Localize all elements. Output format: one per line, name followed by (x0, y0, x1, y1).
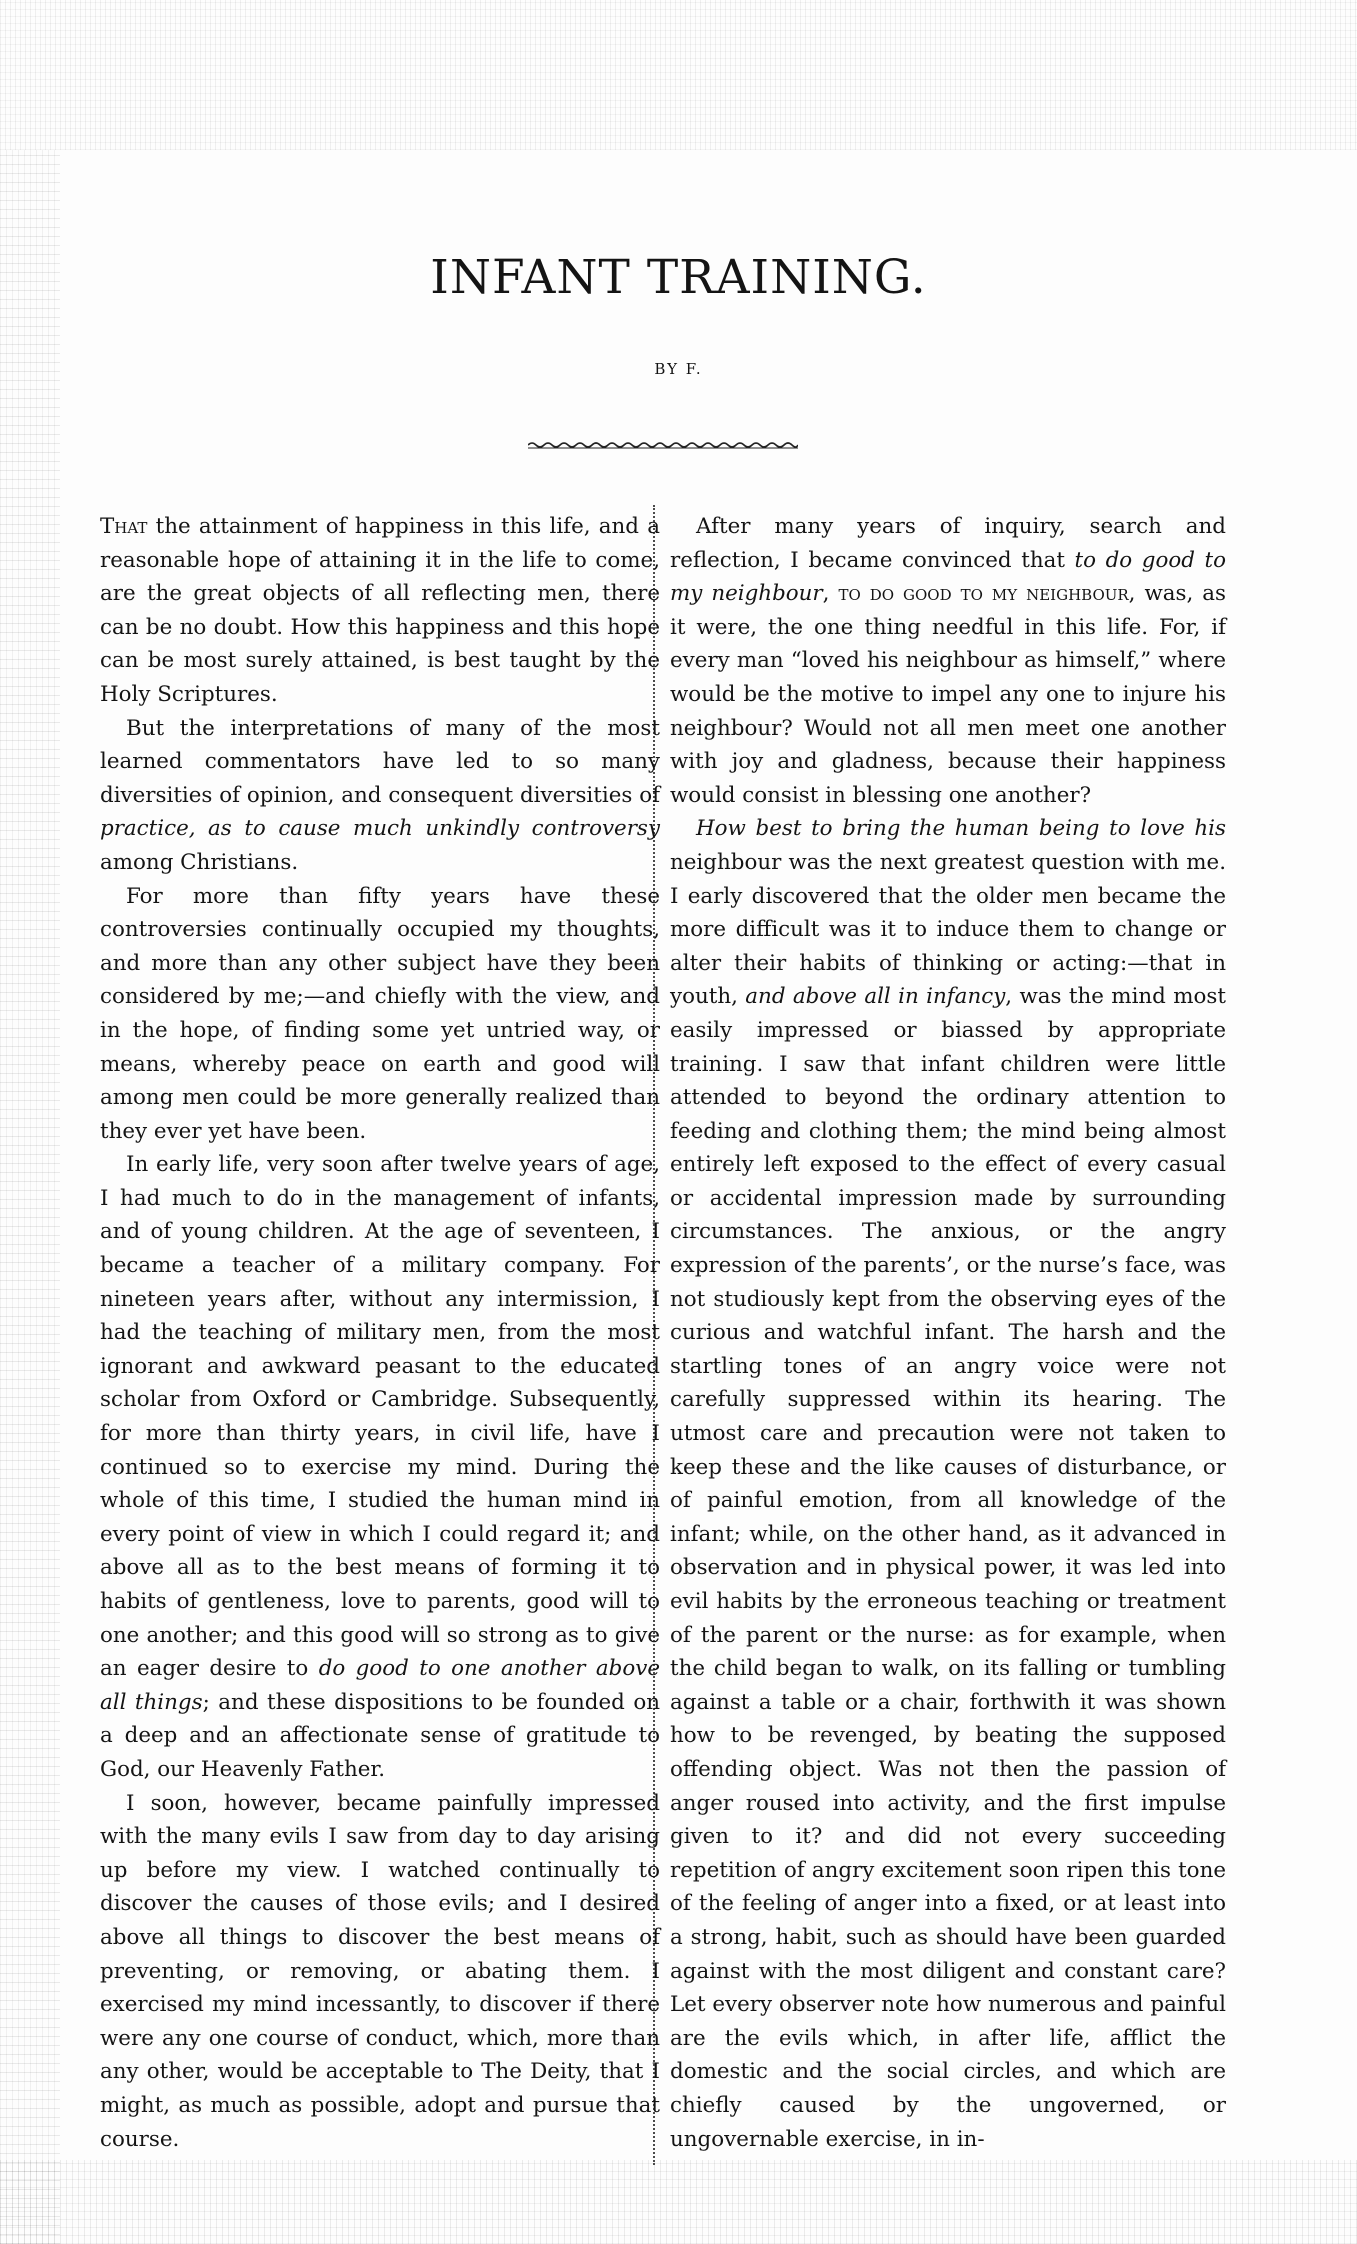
paragraph (670, 812, 1226, 2156)
paragraph-text: neighbour was the next greatest question with me. I early discovered that the older men became the more difficult was it to induce them to change or alter their habits of thinking or acting:—that in youth, (670, 849, 1226, 1010)
scan-noise-bottom (0, 2160, 1357, 2244)
paragraph (100, 1787, 660, 2157)
paragraph-text: In early life, very soon after twelve years of age, I had much to do in the management of infants, and of young children. At the age of seventeen, I became a teacher of a military company. For nineteen years after, without any intermission, I had the teaching of military men, from the most ignorant and awkward peasant to the educated scholar from Oxford or Cambridge. Subsequently, for more than thirty years, in civil life, have I continued so to exercise my mind. During the whole of this time, I studied the human mind in every point of view in which I could regard it; and above all as to the best means of forming it to habits of gentleness, love to parents, good will to one another; and this good will so strong as to give an eager desire to (100, 1152, 660, 1682)
paragraph (100, 1148, 660, 1786)
paragraph-text-tail: , was the mind most easily impressed or biassed by appropriate training. I saw that infant children were little attended to beyond the ordinary attention to feeding and clothing them; the mind being almost entirely left exposed to the effect of every casual or accidental impression made by surrounding circumstances. The anxious, or the angry expression of the parents’, or the nurse’s face, was not studiously kept from the observing eyes of the curious and watchful infant. The harsh and the startling tones of an angry voice were not carefully suppressed within its hearing. The utmost care and precaution were not taken to keep these and the like causes of disturbance, or of painful emotion, from all knowledge of the infant; while, on the other hand, as it advanced in observation and in physical power, it was led into evil habits by the erroneous teaching or treatment of the parent or the nurse: as for example, when the child began to walk, on its falling or tumbling against a table or a chair, forthwith it was shown how to be revenged, by beating the supposed offending object. Was not then the passion of anger roused into activity, and the first impulse given to it? and did not every succeeding repetition of angry excitement soon ripen this tone of the feeling of anger into a fixed, or at least into a strong, habit, such as should have been guarded against with the most diligent and constant care? Let every observer note how numerous and painful are the evils which, in after life, afflict the domestic and the social circles, and which are chiefly caused by the ungoverned, or ungovernable exercise, in in- (670, 984, 1226, 2152)
paragraph-emphasis: practice, as to cause much unkindly controversy (100, 816, 660, 842)
article-title: INFANT TRAINING. (430, 250, 927, 305)
paragraph-emphasis: do good to one another above all things (100, 1656, 660, 1715)
paragraph (100, 510, 660, 712)
paragraph-emphasis: How best to bring the human being to love his (696, 816, 1226, 842)
left-column (100, 510, 660, 2156)
paragraph-emphasis-2: and above all in infancy (745, 984, 1006, 1010)
paragraph-text-tail: ; and these dispositions to be founded on a deep and an affectionate sense of gratitude to God, our Heavenly Father. (100, 1689, 660, 1782)
right-column (670, 510, 1226, 2156)
paragraph-lead: That (100, 514, 148, 539)
paragraph-text-tail: was, as it were, the one thing needful in this life. For, if every man “loved his neighbour as himself,” where would be the motive to impel any one to injure his neighbour? Would not all men meet one another with joy and gladness, because their happiness would consist in blessing one another? (670, 581, 1226, 808)
paragraph-emphasis: to do good to my neighbour (670, 547, 1227, 607)
paragraph (670, 510, 1226, 812)
paragraph (100, 712, 660, 880)
paragraph-smallcaps: , to do good to my neighbour, (822, 581, 1136, 607)
scan-noise-top (0, 0, 1357, 150)
article-byline: BY F. (654, 360, 703, 378)
title-ornament-rule (528, 440, 798, 450)
paragraph-text: But the interpretations of many of the most learned commentators have led to so many diversities of opinion, and consequent diversities of (100, 715, 660, 808)
paragraph-text: For more than fifty years have these controversies continually occupied my thoughts, and more than any other subject have they been considered by me;—and chiefly with the view, and in the hope, of finding some yet untried way, or means, whereby peace on earth and good will among men could be more generally realized than they ever yet have been. (100, 883, 660, 1144)
paragraph (100, 880, 660, 1149)
paragraph-text: I soon, however, became painfully impressed with the many evils I saw from day to day arising up before my view. I watched continually to discover the causes of those evils; and I desired above all things to discover the best means of preventing, or removing, or abating them. I exercised my mind incessantly, to discover if there were any one course of conduct, which, more than any other, would be acceptable to The Deity, that I might, as much as possible, adopt and pursue that course. (100, 1790, 660, 2152)
paragraph-text: the attainment of happiness in this life, and a reasonable hope of attaining it in the life to come, are the great objects of all reflecting men, there can be no doubt. How this happiness and this hope can be most surely attained, is best taught by the Holy Scriptures. (100, 514, 660, 707)
scan-noise-left (0, 150, 60, 2244)
paragraph-text: After many years of inquiry, search and reflection, I became convinced that (670, 514, 1226, 573)
paragraph-text-tail: among Christians. (100, 849, 299, 875)
